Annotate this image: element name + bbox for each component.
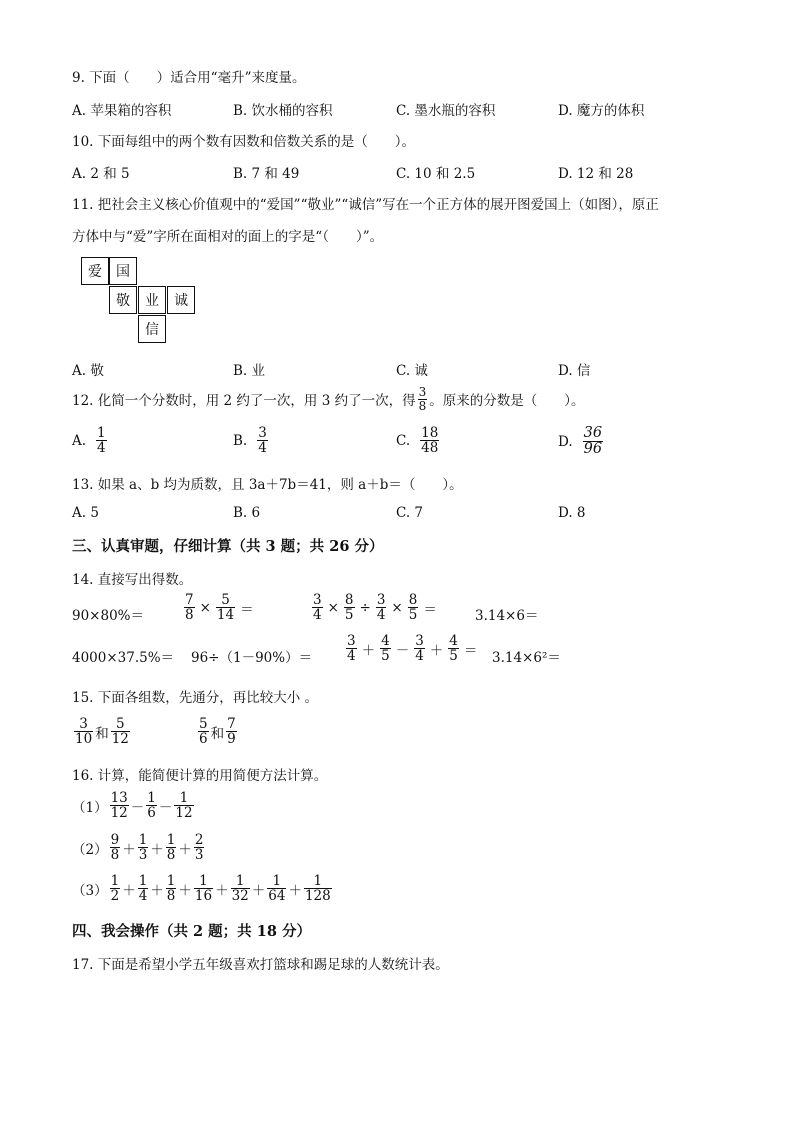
q14-expr-6: 96÷（1－90%）＝ — [191, 650, 313, 666]
fraction: $\frac{18}{48}$ — [421, 425, 439, 457]
q13-option-b: B. 6 — [233, 505, 261, 521]
q10-stem: 10. 下面每组中的两个数有因数和倍数关系的是（ ）。 — [72, 134, 416, 150]
q12-stem-tail: 。原来的分数是（ ）。 — [429, 393, 585, 410]
q10-option-d: D. 12 和 28 — [558, 166, 634, 182]
fraction: $\frac{4}{5}$ — [449, 633, 458, 665]
q9-stem: 9. 下面（ ）适合用“毫升”来度量。 — [72, 70, 306, 86]
fraction: $\frac{1}{8}$ — [166, 873, 176, 905]
q17-stem: 17. 下面是希望小学五年级喜欢打篮球和踢足球的人数统计表。 — [72, 957, 449, 973]
fraction: $\frac{9}{8}$ — [110, 832, 120, 864]
q14-expr-7: $\frac{3}{4}$ ＋ $\frac{4}{5}$ － $\frac{3}{4}$ ＋ $\frac{4}{5}$ ＝ — [347, 633, 478, 665]
q12-option-d: D. $\frac{36}{96}$ — [558, 425, 603, 458]
net-cell-xin: 信 — [138, 315, 166, 343]
q9-option-b: B. 饮水桶的容积 — [233, 103, 333, 119]
section-4-heading: 四、我会操作（共 2 题；共 18 分） — [72, 923, 311, 940]
fraction: $\frac{3}{4}$ — [415, 633, 424, 665]
net-cell-guo: 国 — [109, 257, 137, 285]
q10-option-b: B. 7 和 49 — [233, 166, 300, 182]
q12-option-b: B. $\frac{3}{4}$ — [233, 425, 267, 457]
q13-stem: 13. 如果 a、b 均为质数，且 3a＋7b＝41，则 a＋b＝（ ）。 — [72, 477, 463, 493]
fraction: $\frac{3}{4}$ — [258, 425, 267, 457]
q9-option-d: D. 魔方的体积 — [558, 103, 645, 119]
fraction: $\frac{3}{8}$ — [418, 385, 427, 413]
fraction: $\frac{1}{3}$ — [138, 832, 148, 864]
q12-stem-text: 12. 化简一个分数时，用 2 约了一次，用 3 约了一次，得 — [72, 393, 416, 410]
net-cell-cheng: 诚 — [167, 286, 195, 314]
fraction: $\frac{3}{4}$ — [376, 592, 386, 624]
fraction: $\frac{1}{16}$ — [194, 873, 213, 905]
q12-option-c: C. $\frac{18}{48}$ — [396, 425, 439, 457]
q16-expr-3: （3） $\frac{1}{2}$ ＋ $\frac{1}{4}$ ＋ $\frac{1}{8}$ ＋ $\frac{1}{16}$ ＋ $\frac{1}{32}$ ＋ $\frac{1}{64}$ ＋ $\frac{1}{128}$ — [72, 873, 331, 905]
fraction: $\frac{1}{4}$ — [138, 873, 148, 905]
fraction: $\frac{1}{6}$ — [147, 790, 156, 822]
net-cell-jing: 敬 — [109, 286, 137, 314]
fraction: $\frac{1}{32}$ — [231, 873, 249, 905]
fraction: $\frac{1}{12}$ — [175, 790, 193, 822]
fraction: $\frac{7}{9}$ — [227, 716, 236, 748]
fraction: $\frac{3}{4}$ — [313, 592, 322, 624]
fraction: $\frac{4}{5}$ — [381, 633, 390, 665]
section-3-heading: 三、认真审题，仔细计算（共 3 题；共 26 分） — [72, 538, 384, 555]
fraction: $\frac{1}{4}$ — [97, 425, 106, 457]
q16-expr-1: （1） $\frac{13}{12}$ － $\frac{1}{6}$ － $\frac{1}{12}$ — [72, 790, 193, 822]
q10-option-c: C. 10 和 2.5 — [396, 166, 476, 182]
q14-expr-3: $\frac{3}{4}$ × $\frac{8}{5}$ ÷ $\frac{3}{4}$ × $\frac{8}{5}$ ＝ — [313, 592, 437, 624]
q11-stem-line1: 11. 把社会主义核心价值观中的“爱国”“敬业”“诚信”写在一个正方体的展开图爱国上（如图），原正 — [72, 197, 659, 213]
q11-option-c: C. 诚 — [396, 363, 428, 379]
net-cell-ai: 爱 — [81, 257, 109, 285]
q12-stem — [72, 386, 585, 412]
fraction: $\frac{1}{64}$ — [268, 873, 286, 905]
fraction: $\frac{13}{12}$ — [110, 790, 128, 822]
fraction: $\frac{3}{10}$ — [75, 716, 93, 748]
q15-pair-2: $\frac{5}{6}$ 和 $\frac{7}{9}$ — [199, 716, 236, 748]
q16-expr-2: （2） $\frac{9}{8}$ ＋ $\frac{1}{3}$ ＋ $\frac{1}{8}$ ＋ $\frac{2}{3}$ — [72, 832, 204, 864]
fraction: $\frac{5}{12}$ — [111, 716, 129, 748]
q14-expr-8: 3.14×6²＝ — [492, 650, 561, 666]
fraction: $\frac{5}{6}$ — [199, 716, 208, 748]
q15-pair-1: $\frac{3}{10}$ 和 $\frac{5}{12}$ — [75, 716, 129, 748]
q10-option-a: A. 2 和 5 — [72, 166, 130, 182]
fraction: $\frac{2}{3}$ — [194, 832, 204, 864]
net-cell-ye: 业 — [138, 286, 166, 314]
fraction: $\frac{1}{128}$ — [304, 873, 331, 905]
fraction: $\frac{36}{96}$ — [583, 425, 603, 458]
q11-stem-line2: 方体中与“爱”字所在面相对的面上的字是“（ ）”。 — [72, 229, 384, 245]
q14-expr-5: 4000×37.5%＝ — [72, 650, 175, 666]
q9-option-c: C. 墨水瓶的容积 — [396, 103, 496, 119]
q13-option-d: D. 8 — [558, 505, 586, 521]
q16-stem: 16. 计算，能简便计算的用简便方法计算。 — [72, 768, 328, 784]
q9-option-a: A. 苹果箱的容积 — [72, 103, 172, 119]
q14-expr-2: $\frac{7}{8}$ × $\frac{5}{14}$ ＝ — [185, 592, 254, 624]
q12-option-a: A. $\frac{1}{4}$ — [72, 425, 106, 457]
fraction: $\frac{5}{14}$ — [216, 592, 235, 624]
q13-option-c: C. 7 — [396, 505, 424, 521]
q13-option-a: A. 5 — [72, 505, 99, 521]
q15-stem: 15. 下面各组数，先通分，再比较大小 。 — [72, 690, 319, 706]
q11-option-d: D. 信 — [558, 363, 591, 379]
q11-option-a: A. 敬 — [72, 363, 104, 379]
fraction: $\frac{8}{5}$ — [408, 592, 418, 624]
q14-expr-4: 3.14×6＝ — [475, 608, 539, 624]
q14-expr-1: 90×80%＝ — [72, 608, 144, 624]
fraction: $\frac{1}{2}$ — [110, 873, 120, 905]
fraction: $\frac{7}{8}$ — [185, 592, 194, 624]
fraction: $\frac{3}{4}$ — [347, 633, 356, 665]
fraction: $\frac{1}{8}$ — [166, 832, 176, 864]
fraction: $\frac{8}{5}$ — [344, 592, 354, 624]
q14-stem: 14. 直接写出得数。 — [72, 572, 193, 588]
q11-option-b: B. 业 — [233, 363, 266, 379]
